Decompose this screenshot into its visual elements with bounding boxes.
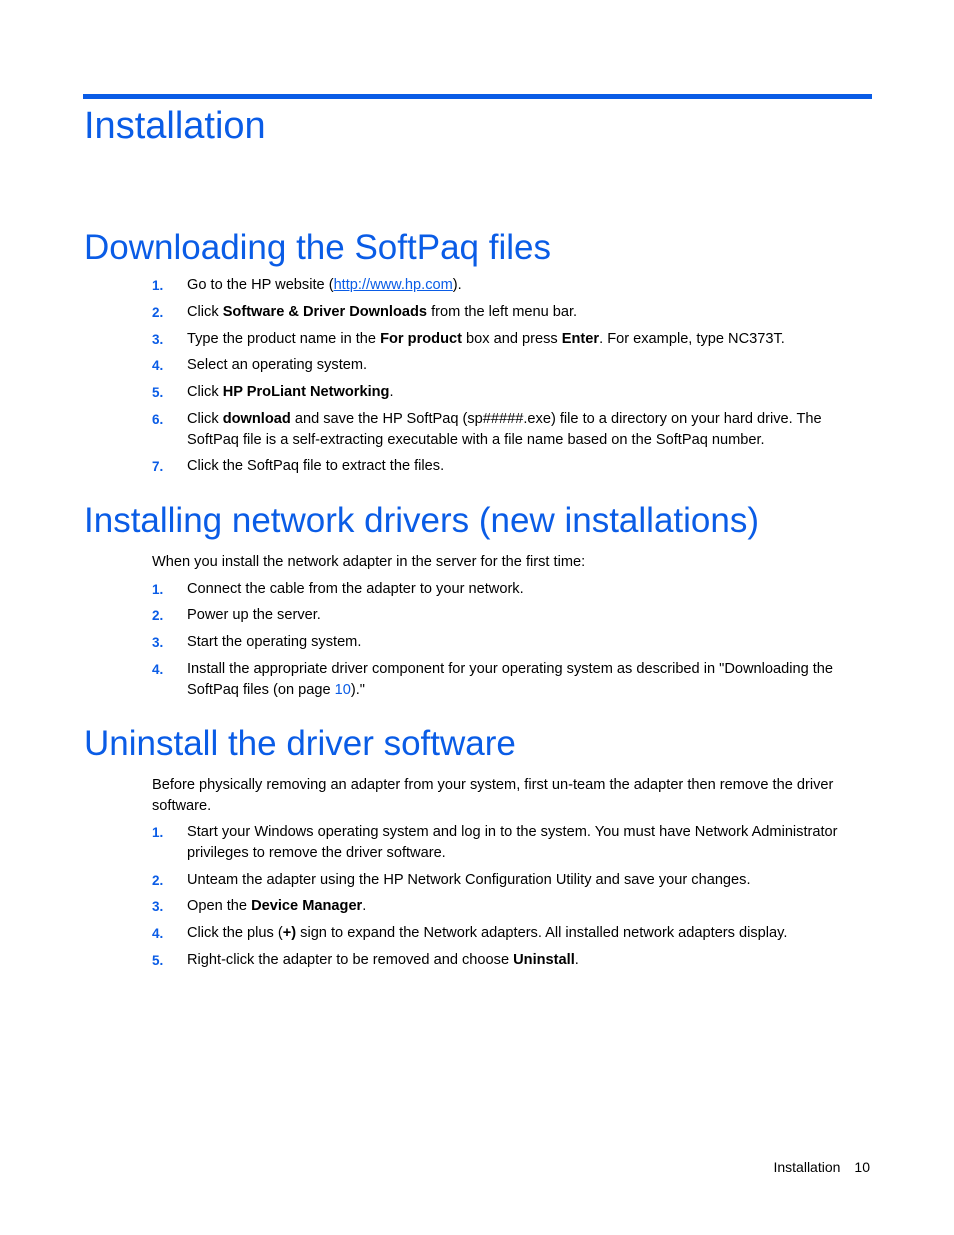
footer-page-number: 10	[854, 1159, 870, 1175]
list-item: 3. Start the operating system.	[152, 632, 868, 653]
step-number: 6.	[152, 412, 164, 427]
list-item: 4. Install the appropriate driver component for your operating system as described in "Downloading the SoftPaq files (on page 10)."	[152, 661, 834, 698]
step-number: 2.	[152, 873, 164, 888]
step-number: 2.	[152, 305, 164, 320]
step-number: 7.	[152, 459, 164, 474]
intro-paragraph: Before physically removing an adapter from your system, first un-team the adapter then remove the driver software.	[152, 777, 834, 814]
list-item: 5. Right-click the adapter to be removed and choose Uninstall.	[152, 950, 868, 971]
section-title-uninstall: Uninstall the driver software	[84, 724, 516, 763]
page-footer	[773, 1157, 870, 1177]
step-number: 3.	[152, 332, 164, 347]
list-item: 3. Open the Device Manager.	[152, 896, 868, 917]
chapter-title: Installation	[84, 105, 266, 147]
chapter-rule	[83, 94, 872, 99]
step-number: 1.	[152, 278, 164, 293]
list-item: 7. Click the SoftPaq file to extract the files.	[152, 456, 868, 477]
hp-website-link[interactable]: http://www.hp.com	[333, 277, 453, 293]
list-item: 1. Connect the cable from the adapter to your network.	[152, 579, 868, 600]
list-item: 1. Go to the HP website (http://www.hp.com).	[152, 275, 868, 296]
step-number: 4.	[152, 926, 164, 941]
step-number: 4.	[152, 662, 164, 677]
list-item: 3. Type the product name in the For product box and press Enter. For example, type NC373T.	[152, 329, 868, 350]
list-item: 4. Select an operating system.	[152, 355, 868, 376]
step-number: 1.	[152, 582, 164, 597]
step-number: 1.	[152, 825, 164, 840]
list-item: 2. Click Software & Driver Downloads from the left menu bar.	[152, 302, 868, 323]
list-item: 2. Power up the server.	[152, 605, 868, 626]
list-item: 2. Unteam the adapter using the HP Network Configuration Utility and save your changes.	[152, 870, 868, 891]
section-title-installing: Installing network drivers (new installations)	[84, 501, 759, 540]
list-item: 5. Click HP ProLiant Networking.	[152, 382, 868, 403]
step-number: 2.	[152, 608, 164, 623]
footer-section-name: Installation	[773, 1159, 841, 1175]
step-number: 3.	[152, 635, 164, 650]
step-number: 3.	[152, 899, 164, 914]
list-item: 4. Click the plus (+) sign to expand the Network adapters. All installed network adapters display.	[152, 923, 868, 944]
section-title-downloading: Downloading the SoftPaq files	[84, 228, 551, 267]
step-number: 5.	[152, 385, 164, 400]
list-item: 6. Click download and save the HP SoftPaq (sp#####.exe) file to a directory on your hard drive. The SoftPaq file is a self-extracting executable with a file name based on the SoftPaq number.	[152, 411, 822, 448]
list-item: 1. Start your Windows operating system and log in to the system. You must have Network Administrator privileges to remove the driver software.	[152, 824, 838, 861]
step-number: 4.	[152, 358, 164, 373]
page-reference-link[interactable]: 10	[334, 682, 351, 698]
step-number: 5.	[152, 953, 164, 968]
intro-paragraph: When you install the network adapter in the server for the first time:	[152, 554, 586, 570]
